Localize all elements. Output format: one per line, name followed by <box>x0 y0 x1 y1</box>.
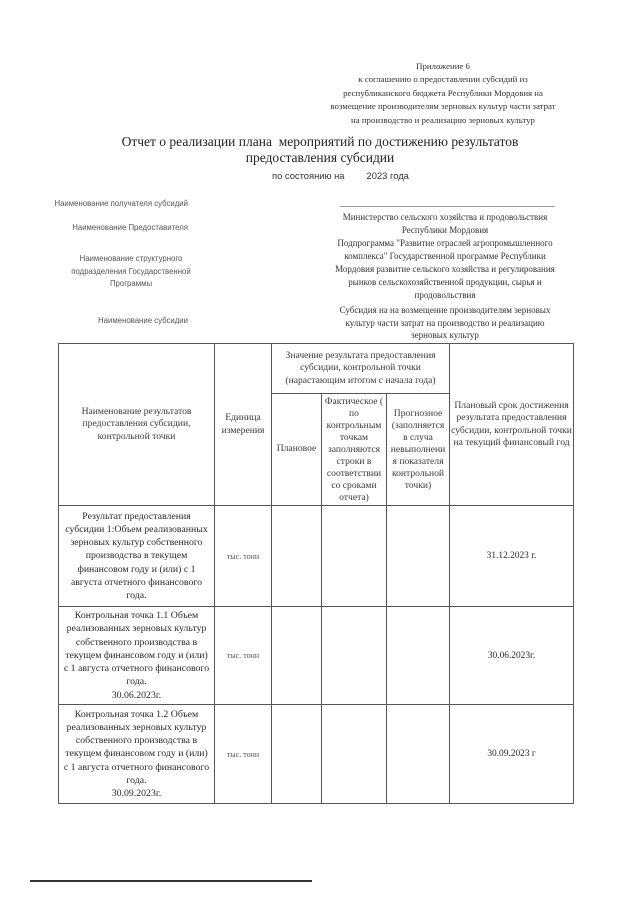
deadline-text: 30.06.2023г. <box>487 650 536 661</box>
deadline-cell <box>450 506 574 607</box>
header-value-group <box>272 344 450 394</box>
results-table <box>58 343 574 804</box>
result-name-text: Контрольная точка 1.1 Объем реализованных зерновых культур собственного производства в текущем финансовом году и (или) с 1 августа отчетного финансового года. 30.06.2023г. <box>63 610 210 701</box>
header-forecast-text: Прогнозное (заполняется в случа невыполнени я показателя контрольной точки) <box>390 407 446 491</box>
planned-value-cell <box>272 705 322 804</box>
header-unit-text: Единица измерения <box>221 412 265 436</box>
header-actual <box>322 394 387 506</box>
report-title: Отчет о реализации плана мероприятий по достижению результатов предоставления субсидии <box>121 134 519 165</box>
deadline-text: 30.09.2023 г <box>487 749 536 759</box>
actual-value-cell <box>322 705 387 804</box>
result-name-cell <box>59 506 215 607</box>
result-name-text: Результат предоставления субсидии 1:Объем реализованных зерновых культур собственного производства в текущем финансовом году и (или) с 1 августа отчетного финансового года. <box>65 510 208 601</box>
unit-cell <box>215 506 272 607</box>
result-name-cell <box>59 607 215 705</box>
appendix-note <box>318 60 568 127</box>
actual-value-cell <box>322 607 387 705</box>
report-date-line <box>272 170 409 182</box>
unit-cell <box>215 705 272 804</box>
result-name-text: Контрольная точка 1.2 Объем реализованных зерновых культур собственного производства в текущем финансовом году и (или) с 1 августа отчетного финансового года. 30.09.2023г. <box>63 708 210 799</box>
forecast-value-cell <box>387 506 450 607</box>
program-unit-label: Наименование структурного подразделения Государственной Программы <box>71 254 191 288</box>
header-planned <box>272 394 322 506</box>
planned-value-cell <box>272 607 322 705</box>
bottom-rule <box>30 880 312 882</box>
program-unit-value: Подпрограмма "Развитие отраслей агропромышленного комплекса" Государственной программе Республики Мордовия развитие сельского хозяйства и регулирования рынков сельскохозяйственной продукции, сырья и продовольствия <box>335 238 555 300</box>
subsidy-name-value: Субсидия на на возмещение производителям зерновых культур части затрат на производство и реализацию зерновых культур <box>339 305 551 340</box>
header-deadline-text: Плановый срок достижения результата предоставления субсидии, контрольной точки на текущий финансовый год <box>451 399 572 448</box>
recipient-blank-line <box>340 206 555 207</box>
appendix-number: Приложение 6 <box>416 61 470 71</box>
provider-label: Наименование Предоставителя <box>72 223 188 232</box>
header-unit <box>215 344 272 506</box>
report-date-label: по состоянию на <box>272 170 345 181</box>
deadline-cell <box>450 607 574 705</box>
planned-value-cell <box>272 506 322 607</box>
table-row <box>59 705 574 804</box>
forecast-value-cell <box>387 607 450 705</box>
report-date-year: 2023 года <box>366 170 409 181</box>
unit-text: тыс. тонн <box>226 551 260 561</box>
forecast-value-cell <box>387 705 450 804</box>
recipient-label: Наименование получателя субсидий <box>54 199 188 208</box>
unit-text: тыс. тонн <box>226 651 260 660</box>
header-actual-text: Фактическое ( по контрольным точкам заполняются строки в соответствии со сроками отчета) <box>324 395 384 503</box>
header-planned-text: Плановое <box>276 443 317 455</box>
deadline-cell <box>450 705 574 804</box>
table-row <box>59 607 574 705</box>
header-deadline <box>450 344 574 506</box>
subsidy-name-label: Наименование субсидии <box>98 316 188 325</box>
appendix-agreement-text: к соглашению о предоставлении субсидий из республиканского бюджета Республики Мордовия на возмещение производителям зерновых культур части затрат на производство и реализацию зерновых культур <box>330 74 556 125</box>
deadline-text: 31.12.2023 г. <box>486 551 537 561</box>
result-name-cell <box>59 705 215 804</box>
header-value-group-text: Значение результата предоставления субсидии, контрольной точки (нарастающим итогом с начала года) <box>285 349 436 386</box>
unit-text: тыс. тонн <box>226 749 260 759</box>
actual-value-cell <box>322 506 387 607</box>
header-result-name-text: Наименование результатов предоставления субсидии, контрольной точки <box>81 405 192 442</box>
table-header-row <box>59 344 574 394</box>
header-forecast <box>387 394 450 506</box>
table-row <box>59 506 574 607</box>
header-result-name <box>59 344 215 506</box>
provider-value: Министерство сельского хозяйства и продовольствия Республики Мордовия <box>342 212 548 235</box>
unit-cell <box>215 607 272 705</box>
